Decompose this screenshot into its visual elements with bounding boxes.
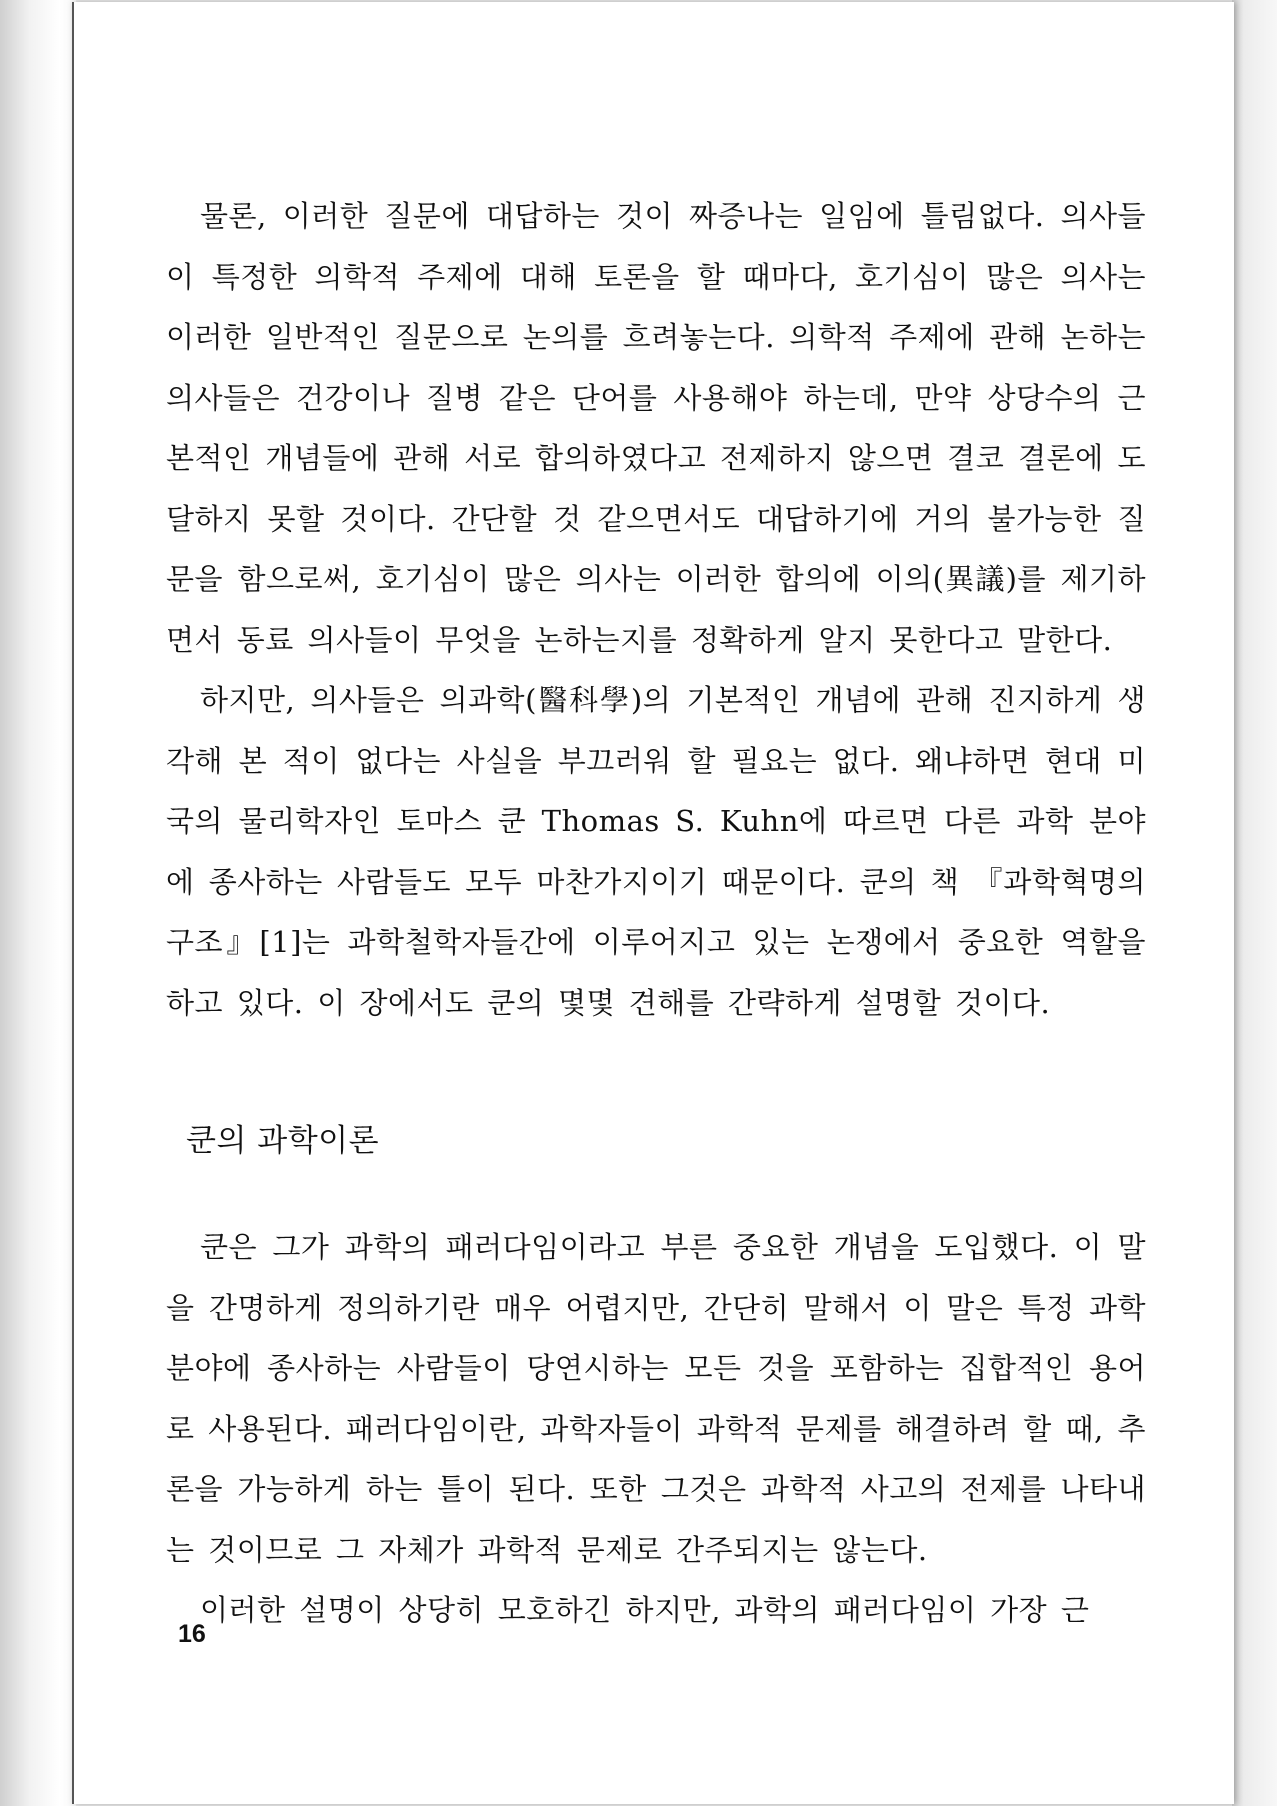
book-spine-edge	[0, 0, 76, 1806]
page-content	[166, 186, 1146, 1641]
paragraph-2: 하지만, 의사들은 의과학(醫科學)의 기본적인 개념에 관해 진지하게 생각해 본 적이 없다는 사실을 부끄러워 할 필요는 없다. 왜냐하면 현대 미국의 물리학자인 토마스 쿤 Thomas S. Kuhn에 따르면 다른 과학 분야에 종사하는 사람들도 모두 마찬가지이기 때문이다. 쿤의 책 『과학혁명의 구조』[1]는 과학철학자들간에 이루어지고 있는 논쟁에서 중요한 역할을 하고 있다. 이 장에서도 쿤의 몇몇 견해를 간략하게 설명할 것이다.	[166, 683, 1146, 1020]
page-right-edge	[1232, 0, 1277, 1806]
heading-spacer	[166, 1171, 1146, 1217]
paragraph-1: 물론, 이러한 질문에 대답하는 것이 짜증나는 일임에 틀림없다. 의사들이 특정한 의학적 주제에 대해 토론을 할 때마다, 호기심이 많은 의사는 이러한 일반적인 질문으로 논의를 흐려놓는다. 의학적 주제에 관해 논하는 의사들은 건강이나 질병 같은 단어를 사용해야 하는데, 만약 상당수의 근본적인 개념들에 관해 서로 합의하였다고 전제하지 않으면 결코 결론에 도달하지 못할 것이다. 간단할 것 같으면서도 대답하기에 거의 불가능한 질문을 함으로써, 호기심이 많은 의사는 이러한 합의에 이의(異議)를 제기하면서 동료 의사들이 무엇을 논하는지를 정확하게 알지 못한다고 말한다.	[166, 199, 1146, 657]
paragraph-4: 이러한 설명이 상당히 모호하긴 하지만, 과학의 패러다임이 가장 근	[200, 1593, 1090, 1627]
paragraph-3: 쿤은 그가 과학의 패러다임이라고 부른 중요한 개념을 도입했다. 이 말을 간명하게 정의하기란 매우 어렵지만, 간단히 말해서 이 말은 특정 과학분야에 종사하는 사람들이 당연시하는 모든 것을 포함하는 집합적인 용어로 사용된다. 패러다임이란, 과학자들이 과학적 문제를 해결하려 할 때, 추론을 가능하게 하는 틀이 된다. 또한 그것은 과학적 사고의 전제를 나타내는 것이므로 그 자체가 과학적 문제로 간주되지는 않는다.	[166, 1230, 1146, 1567]
section-heading: 쿤의 과학이론	[186, 1123, 380, 1159]
page-number: 16	[178, 1620, 206, 1648]
